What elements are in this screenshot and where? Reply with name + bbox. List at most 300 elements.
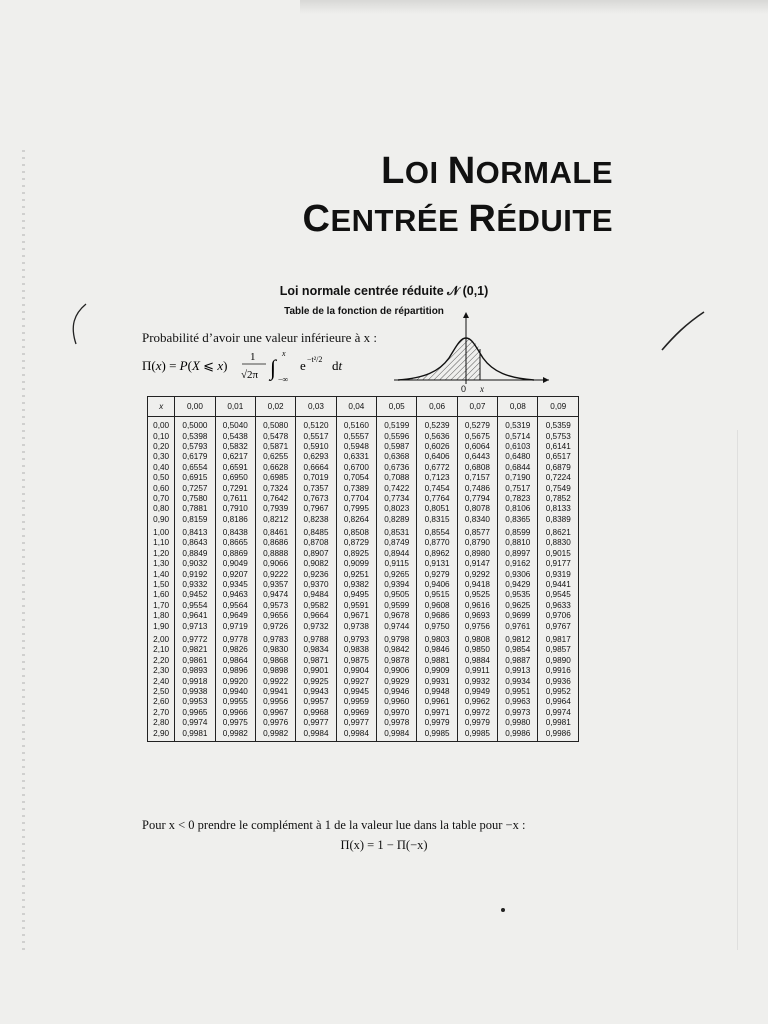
table-cell: 0,9949 xyxy=(457,687,497,697)
table-cell: 0,7257 xyxy=(175,483,215,493)
table-cell: 0,9738 xyxy=(336,621,376,631)
table-row xyxy=(148,569,579,579)
table-cell: 0,7454 xyxy=(417,483,457,493)
table-cell: 0,9821 xyxy=(175,645,215,655)
table-row xyxy=(148,728,579,741)
table-cell: 0,9984 xyxy=(296,728,336,741)
table-cell: 0,9981 xyxy=(538,718,579,728)
table-cell: 0,9925 xyxy=(296,676,336,686)
table-cell: 0,5596 xyxy=(377,431,417,441)
table-header-cell: 0,07 xyxy=(457,397,497,417)
table-cell: 0,9236 xyxy=(296,569,336,579)
table-row-x: 1,30 xyxy=(148,559,175,569)
table-cell: 0,9913 xyxy=(498,666,538,676)
table-cell: 0,9207 xyxy=(215,569,255,579)
table-cell: 0,5636 xyxy=(417,431,457,441)
table-row-x: 1,80 xyxy=(148,611,175,621)
table-cell: 0,9943 xyxy=(296,687,336,697)
table-row-x: 0,70 xyxy=(148,494,175,504)
table-row xyxy=(148,515,579,525)
table-cell: 0,9319 xyxy=(538,569,579,579)
table-cell: 0,9922 xyxy=(255,676,295,686)
table-cell: 0,9664 xyxy=(296,611,336,621)
table-cell: 0,9834 xyxy=(296,645,336,655)
table-cell: 0,9986 xyxy=(538,728,579,741)
table-cell: 0,5199 xyxy=(377,417,417,432)
table-cell: 0,9984 xyxy=(336,728,376,741)
table-cell: 0,8078 xyxy=(457,504,497,514)
table-cell: 0,9099 xyxy=(336,559,376,569)
table-cell: 0,7088 xyxy=(377,473,417,483)
table-cell: 0,8531 xyxy=(377,525,417,538)
table-cell: 0,9850 xyxy=(457,645,497,655)
table-row-x: 0,40 xyxy=(148,463,175,473)
table-row-x: 0,00 xyxy=(148,417,175,432)
table-cell: 0,6915 xyxy=(175,473,215,483)
table-cell: 0,9177 xyxy=(538,559,579,569)
table-cell: 0,9929 xyxy=(377,676,417,686)
curve-label-zero: 0 xyxy=(461,384,467,394)
table-cell: 0,8643 xyxy=(175,538,215,548)
table-cell: 0,9986 xyxy=(498,728,538,741)
bell-curve-figure xyxy=(394,312,554,387)
table-cell: 0,9962 xyxy=(457,697,497,707)
table-row-x: 0,60 xyxy=(148,483,175,493)
table-cell: 0,9973 xyxy=(498,708,538,718)
table-row xyxy=(148,559,579,569)
table-cell: 0,9591 xyxy=(336,601,376,611)
table-cell: 0,9864 xyxy=(215,656,255,666)
table-row-x: 1,60 xyxy=(148,590,175,600)
table-cell: 0,9505 xyxy=(377,590,417,600)
table-cell: 0,6331 xyxy=(336,452,376,462)
table-cell: 0,9904 xyxy=(336,666,376,676)
table-cell: 0,6736 xyxy=(377,463,417,473)
table-cell: 0,9693 xyxy=(457,611,497,621)
table-cell: 0,8051 xyxy=(417,504,457,514)
distribution-table xyxy=(147,396,579,742)
table-cell: 0,9978 xyxy=(377,718,417,728)
table-cell: 0,5080 xyxy=(255,417,295,432)
table-cell: 0,7291 xyxy=(215,483,255,493)
table-cell: 0,9896 xyxy=(215,666,255,676)
table-row xyxy=(148,483,579,493)
cdf-formula xyxy=(142,348,382,388)
table-cell: 0,6406 xyxy=(417,452,457,462)
svg-text:Π(x) = P(X ⩽ x): Π(x) = P(X ⩽ x) xyxy=(142,358,228,373)
table-cell: 0,6026 xyxy=(417,442,457,452)
table-cell: 0,9920 xyxy=(215,676,255,686)
table-cell: 0,6443 xyxy=(457,452,497,462)
table-cell: 0,8413 xyxy=(175,525,215,538)
table-cell: 0,9934 xyxy=(498,676,538,686)
table-row xyxy=(148,463,579,473)
table-cell: 0,6293 xyxy=(296,452,336,462)
table-cell: 0,9265 xyxy=(377,569,417,579)
table-cell: 0,9946 xyxy=(377,687,417,697)
table-cell: 0,5040 xyxy=(215,417,255,432)
table-cell: 0,9429 xyxy=(498,580,538,590)
table-cell: 0,8888 xyxy=(255,549,295,559)
table-cell: 0,7611 xyxy=(215,494,255,504)
table-cell: 0,6844 xyxy=(498,463,538,473)
table-cell: 0,5948 xyxy=(336,442,376,452)
table-cell: 0,8340 xyxy=(457,515,497,525)
table-row xyxy=(148,431,579,441)
table-row-x: 2,70 xyxy=(148,708,175,718)
table-cell: 0,8389 xyxy=(538,515,579,525)
table-cell: 0,5793 xyxy=(175,442,215,452)
table-cell: 0,9808 xyxy=(457,632,497,645)
table-cell: 0,7517 xyxy=(498,483,538,493)
table-cell: 0,9573 xyxy=(255,601,295,611)
intro-text: Probabilité d’avoir une valeur inférieure à x : xyxy=(142,330,377,345)
table-cell: 0,9162 xyxy=(498,559,538,569)
table-header-x: x xyxy=(148,397,175,417)
table-cell: 0,9495 xyxy=(336,590,376,600)
table-cell: 0,9979 xyxy=(457,718,497,728)
table-cell: 0,7054 xyxy=(336,473,376,483)
table-cell: 0,9971 xyxy=(417,708,457,718)
table-row xyxy=(148,452,579,462)
table-row xyxy=(148,580,579,590)
table-cell: 0,9599 xyxy=(377,601,417,611)
pen-mark-right xyxy=(660,306,710,356)
table-cell: 0,9974 xyxy=(538,708,579,718)
table-cell: 0,9370 xyxy=(296,580,336,590)
table-cell: 0,9972 xyxy=(457,708,497,718)
table-cell: 0,9726 xyxy=(255,621,295,631)
table-cell: 0,9967 xyxy=(255,708,295,718)
table-cell: 0,9945 xyxy=(336,687,376,697)
table-cell: 0,9817 xyxy=(538,632,579,645)
table-cell: 0,8708 xyxy=(296,538,336,548)
table-cell: 0,9984 xyxy=(377,728,417,741)
table-header-cell: 0,05 xyxy=(377,397,417,417)
table-cell: 0,9955 xyxy=(215,697,255,707)
table-cell: 0,6517 xyxy=(538,452,579,462)
svg-text:dt: dt xyxy=(332,358,343,373)
table-row-x: 1,70 xyxy=(148,601,175,611)
table-cell: 0,9975 xyxy=(215,718,255,728)
table-row xyxy=(148,590,579,600)
table-cell: 0,9956 xyxy=(255,697,295,707)
table-row-x: 1,50 xyxy=(148,580,175,590)
table-cell: 0,8186 xyxy=(215,515,255,525)
table-cell: 0,9803 xyxy=(417,632,457,645)
table-cell: 0,9441 xyxy=(538,580,579,590)
table-header-cell: 0,00 xyxy=(175,397,215,417)
table-row xyxy=(148,632,579,645)
table-cell: 0,7910 xyxy=(215,504,255,514)
table-cell: 0,9515 xyxy=(417,590,457,600)
table-cell: 0,9115 xyxy=(377,559,417,569)
table-cell: 0,7019 xyxy=(296,473,336,483)
table-cell: 0,9952 xyxy=(538,687,579,697)
table-cell: 0,9015 xyxy=(538,549,579,559)
table-row-x: 0,10 xyxy=(148,431,175,441)
table-cell: 0,9918 xyxy=(175,676,215,686)
table-cell: 0,9931 xyxy=(417,676,457,686)
table-cell: 0,8944 xyxy=(377,549,417,559)
table-cell: 0,8962 xyxy=(417,549,457,559)
table-cell: 0,8264 xyxy=(336,515,376,525)
table-cell: 0,9452 xyxy=(175,590,215,600)
table-row xyxy=(148,417,579,432)
table-cell: 0,9959 xyxy=(336,697,376,707)
table-cell: 0,6950 xyxy=(215,473,255,483)
table-header-row xyxy=(148,397,579,417)
table-cell: 0,5517 xyxy=(296,431,336,441)
table-row xyxy=(148,645,579,655)
table-header-cell: 0,03 xyxy=(296,397,336,417)
table-row-x: 2,40 xyxy=(148,676,175,686)
table-cell: 0,5557 xyxy=(336,431,376,441)
table-cell: 0,9649 xyxy=(215,611,255,621)
table-cell: 0,5239 xyxy=(417,417,457,432)
table-cell: 0,7823 xyxy=(498,494,538,504)
table-cell: 0,5160 xyxy=(336,417,376,432)
table-cell: 0,9982 xyxy=(215,728,255,741)
table-cell: 0,9968 xyxy=(296,708,336,718)
table-cell: 0,8849 xyxy=(175,549,215,559)
table-cell: 0,8790 xyxy=(457,538,497,548)
table-cell: 0,8749 xyxy=(377,538,417,548)
table-caption-title: Loi normale centrée réduite 𝒩 (0,1) xyxy=(279,284,489,298)
table-cell: 0,9306 xyxy=(498,569,538,579)
stray-dot xyxy=(501,908,505,912)
table-cell: 0,9977 xyxy=(296,718,336,728)
table-cell: 0,9909 xyxy=(417,666,457,676)
table-cell: 0,7673 xyxy=(296,494,336,504)
table-cell: 0,9970 xyxy=(377,708,417,718)
table-cell: 0,6064 xyxy=(457,442,497,452)
footnote-formula: Π(x) = 1 − Π(−x) xyxy=(340,838,428,852)
table-row xyxy=(148,676,579,686)
table-row xyxy=(148,494,579,504)
table-row-x: 1,00 xyxy=(148,525,175,538)
table-cell: 0,9463 xyxy=(215,590,255,600)
table-cell: 0,8621 xyxy=(538,525,579,538)
table-cell: 0,7224 xyxy=(538,473,579,483)
table-cell: 0,9608 xyxy=(417,601,457,611)
table-cell: 0,7549 xyxy=(538,483,579,493)
table-cell: 0,9032 xyxy=(175,559,215,569)
table-cell: 0,5675 xyxy=(457,431,497,441)
table-cell: 0,8577 xyxy=(457,525,497,538)
table-row-x: 1,20 xyxy=(148,549,175,559)
table-cell: 0,9049 xyxy=(215,559,255,569)
table-cell: 0,9251 xyxy=(336,569,376,579)
table-cell: 0,6141 xyxy=(538,442,579,452)
table-row-x: 0,50 xyxy=(148,473,175,483)
table-row-x: 1,10 xyxy=(148,538,175,548)
table-cell: 0,8315 xyxy=(417,515,457,525)
table-cell: 0,9985 xyxy=(457,728,497,741)
table-cell: 0,6985 xyxy=(255,473,295,483)
table-row xyxy=(148,666,579,676)
table-cell: 0,9406 xyxy=(417,580,457,590)
footnote: Pour x < 0 prendre le complément à 1 de la valeur lue dans la table pour −x : xyxy=(142,818,526,832)
table-row-x: 1,90 xyxy=(148,621,175,631)
table-row xyxy=(148,718,579,728)
table-header-cell: 0,04 xyxy=(336,397,376,417)
table-cell: 0,8830 xyxy=(538,538,579,548)
table-cell: 0,7734 xyxy=(377,494,417,504)
table-cell: 0,9936 xyxy=(538,676,579,686)
table-row-x: 2,30 xyxy=(148,666,175,676)
table-row-x: 2,10 xyxy=(148,645,175,655)
table-cell: 0,9192 xyxy=(175,569,215,579)
table-cell: 0,6179 xyxy=(175,452,215,462)
table-row-x: 2,50 xyxy=(148,687,175,697)
table-cell: 0,9881 xyxy=(417,656,457,666)
table-cell: 0,7389 xyxy=(336,483,376,493)
scan-edge-right xyxy=(737,430,768,950)
table-cell: 0,7642 xyxy=(255,494,295,504)
table-cell: 0,9966 xyxy=(215,708,255,718)
table-cell: 0,5398 xyxy=(175,431,215,441)
table-cell: 0,5279 xyxy=(457,417,497,432)
table-row xyxy=(148,697,579,707)
table-cell: 0,5871 xyxy=(255,442,295,452)
table-cell: 0,9960 xyxy=(377,697,417,707)
table-cell: 0,9357 xyxy=(255,580,295,590)
table-cell: 0,9985 xyxy=(417,728,457,741)
table-cell: 0,9750 xyxy=(417,621,457,631)
table-cell: 0,8106 xyxy=(498,504,538,514)
table-cell: 0,7967 xyxy=(296,504,336,514)
table-cell: 0,8810 xyxy=(498,538,538,548)
table-cell: 0,8485 xyxy=(296,525,336,538)
table-cell: 0,5987 xyxy=(377,442,417,452)
table-cell: 0,9625 xyxy=(498,601,538,611)
table-cell: 0,6368 xyxy=(377,452,417,462)
table-cell: 0,8729 xyxy=(336,538,376,548)
svg-text:−t²/2: −t²/2 xyxy=(307,355,323,364)
table-header-cell: 0,06 xyxy=(417,397,457,417)
table-cell: 0,9948 xyxy=(417,687,457,697)
table-cell: 0,8159 xyxy=(175,515,215,525)
table-cell: 0,8461 xyxy=(255,525,295,538)
table-cell: 0,9484 xyxy=(296,590,336,600)
table-cell: 0,7357 xyxy=(296,483,336,493)
table-cell: 0,9890 xyxy=(538,656,579,666)
table-cell: 0,9719 xyxy=(215,621,255,631)
table-cell: 0,9911 xyxy=(457,666,497,676)
table-cell: 0,9974 xyxy=(175,718,215,728)
table-row xyxy=(148,656,579,666)
table-cell: 0,8665 xyxy=(215,538,255,548)
table-cell: 0,9656 xyxy=(255,611,295,621)
table-cell: 0,9979 xyxy=(417,718,457,728)
chapter-title-line1: LOI NORMALE xyxy=(381,150,613,192)
table-cell: 0,6664 xyxy=(296,463,336,473)
table-cell: 0,9686 xyxy=(417,611,457,621)
table-cell: 0,8289 xyxy=(377,515,417,525)
table-cell: 0,8212 xyxy=(255,515,295,525)
table-cell: 0,9554 xyxy=(175,601,215,611)
table-cell: 0,8869 xyxy=(215,549,255,559)
svg-text:1: 1 xyxy=(250,351,256,363)
table-cell: 0,9969 xyxy=(336,708,376,718)
table-cell: 0,9830 xyxy=(255,645,295,655)
table-cell: 0,9279 xyxy=(417,569,457,579)
table-cell: 0,9418 xyxy=(457,580,497,590)
table-cell: 0,7123 xyxy=(417,473,457,483)
table-cell: 0,9564 xyxy=(215,601,255,611)
table-cell: 0,5832 xyxy=(215,442,255,452)
table-cell: 0,9641 xyxy=(175,611,215,621)
table-cell: 0,9981 xyxy=(175,728,215,741)
table-cell: 0,9292 xyxy=(457,569,497,579)
table-cell: 0,9545 xyxy=(538,590,579,600)
table-row-x: 2,60 xyxy=(148,697,175,707)
table-cell: 0,5000 xyxy=(175,417,215,432)
table-cell: 0,5478 xyxy=(255,431,295,441)
table-row xyxy=(148,538,579,548)
table-cell: 0,9222 xyxy=(255,569,295,579)
table-cell: 0,8508 xyxy=(336,525,376,538)
table-cell: 0,8554 xyxy=(417,525,457,538)
table-cell: 0,5319 xyxy=(498,417,538,432)
table-cell: 0,5120 xyxy=(296,417,336,432)
table-cell: 0,9965 xyxy=(175,708,215,718)
table-cell: 0,9332 xyxy=(175,580,215,590)
table-cell: 0,6217 xyxy=(215,452,255,462)
table-cell: 0,9382 xyxy=(336,580,376,590)
table-cell: 0,6700 xyxy=(336,463,376,473)
table-cell: 0,9474 xyxy=(255,590,295,600)
table-cell: 0,9868 xyxy=(255,656,295,666)
table-cell: 0,9793 xyxy=(336,632,376,645)
table-cell: 0,9671 xyxy=(336,611,376,621)
table-cell: 0,9941 xyxy=(255,687,295,697)
table-cell: 0,9394 xyxy=(377,580,417,590)
svg-text:−∞: −∞ xyxy=(278,375,289,384)
table-cell: 0,9980 xyxy=(498,718,538,728)
table-cell: 0,8365 xyxy=(498,515,538,525)
table-cell: 0,7995 xyxy=(336,504,376,514)
table-row-x: 0,80 xyxy=(148,504,175,514)
table-row xyxy=(148,473,579,483)
table-cell: 0,9345 xyxy=(215,580,255,590)
table-cell: 0,9957 xyxy=(296,697,336,707)
table-row xyxy=(148,601,579,611)
svg-text:e: e xyxy=(300,358,306,373)
table-cell: 0,9633 xyxy=(538,601,579,611)
scan-shadow xyxy=(300,0,768,14)
table-cell: 0,7157 xyxy=(457,473,497,483)
table-cell: 0,7704 xyxy=(336,494,376,504)
table-cell: 0,9678 xyxy=(377,611,417,621)
table-cell: 0,9706 xyxy=(538,611,579,621)
table-cell: 0,7324 xyxy=(255,483,295,493)
table-cell: 0,9875 xyxy=(336,656,376,666)
table-cell: 0,8686 xyxy=(255,538,295,548)
table-cell: 0,9878 xyxy=(377,656,417,666)
table-cell: 0,9927 xyxy=(336,676,376,686)
table-cell: 0,5438 xyxy=(215,431,255,441)
curve-label-x: x xyxy=(480,384,484,394)
table-cell: 0,9066 xyxy=(255,559,295,569)
table-cell: 0,9756 xyxy=(457,621,497,631)
table-cell: 0,9951 xyxy=(498,687,538,697)
table-body xyxy=(148,417,579,742)
table-cell: 0,8925 xyxy=(336,549,376,559)
table-cell: 0,9616 xyxy=(457,601,497,611)
table-cell: 0,6879 xyxy=(538,463,579,473)
